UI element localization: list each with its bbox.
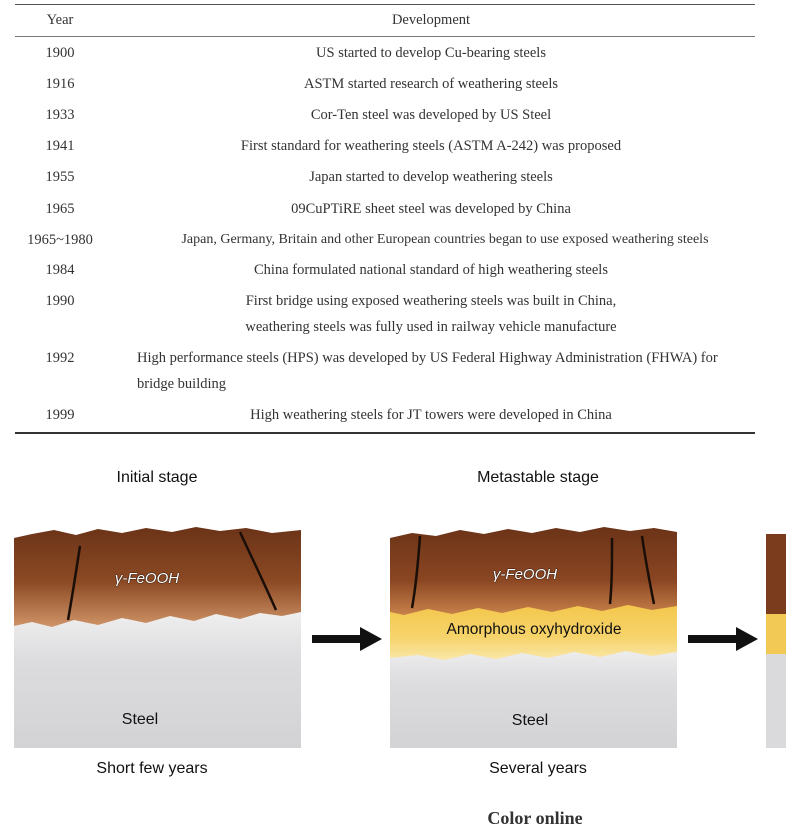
stage1-steel-label: Steel <box>121 711 159 728</box>
table-bottom-rule <box>15 432 755 434</box>
stage1-time-label: Short few years <box>96 760 208 777</box>
steel-layer <box>390 644 677 748</box>
row-development-line1: First bridge using exposed weathering steels was built in China, <box>245 293 617 309</box>
row-development: China formulated national standard of high weathering steels <box>254 262 608 278</box>
row-development: US started to develop Cu-bearing steels <box>316 45 546 61</box>
next-stage-panel-partial <box>766 534 786 748</box>
row-year: 1900 <box>45 45 75 61</box>
stage1-rust-label: γ-FeOOH <box>114 570 180 587</box>
right-arrow-icon <box>312 626 382 652</box>
stage2-title: Metastable stage <box>477 469 599 486</box>
row-development: First standard for weathering steels (ASTM A-242) was proposed <box>240 138 622 154</box>
row-development-line2: bridge building <box>137 376 227 392</box>
row-development-line2: weathering steels was fully used in railway vehicle manufacture <box>245 319 617 335</box>
row-development: High weathering steels for JT towers were developed in China <box>250 407 612 423</box>
row-year: 1941 <box>45 138 75 154</box>
table-header-rule <box>15 36 755 37</box>
stage2-time-label: Several years <box>489 760 587 777</box>
row-year: 1955 <box>45 169 75 185</box>
row-year: 1990 <box>45 293 75 309</box>
table-top-rule <box>15 4 755 5</box>
stage1-title: Initial stage <box>116 469 198 486</box>
row-year: 1916 <box>45 76 75 92</box>
stage2-rust-label: γ-FeOOH <box>492 566 558 583</box>
row-development: Japan started to develop weathering steels <box>309 169 553 185</box>
row-development: Japan, Germany, Britain and other European countries began to use exposed weathering steels <box>181 232 709 247</box>
figure-caption: Color online <box>487 808 583 828</box>
header-development: Development <box>391 12 471 28</box>
row-development-line1: High performance steels (HPS) was developed by US Federal Highway Administration (FHWA) for <box>137 350 718 366</box>
stage2-steel-label: Steel <box>511 712 549 729</box>
row-year: 1965 <box>45 201 75 217</box>
row-development: ASTM started research of weathering steels <box>303 76 559 92</box>
row-year: 1933 <box>45 107 75 123</box>
row-year: 1984 <box>45 262 75 278</box>
header-year: Year <box>46 12 74 28</box>
row-year: 1999 <box>45 407 75 423</box>
right-arrow-icon <box>688 626 758 652</box>
row-development: Cor-Ten steel was developed by US Steel <box>310 107 552 123</box>
row-year: 1965~1980 <box>27 232 93 248</box>
row-year: 1992 <box>45 350 75 366</box>
row-development: 09CuPTiRE sheet steel was developed by China <box>291 201 571 217</box>
stage2-amorphous-label: Amorphous oxyhydroxide <box>446 621 622 638</box>
